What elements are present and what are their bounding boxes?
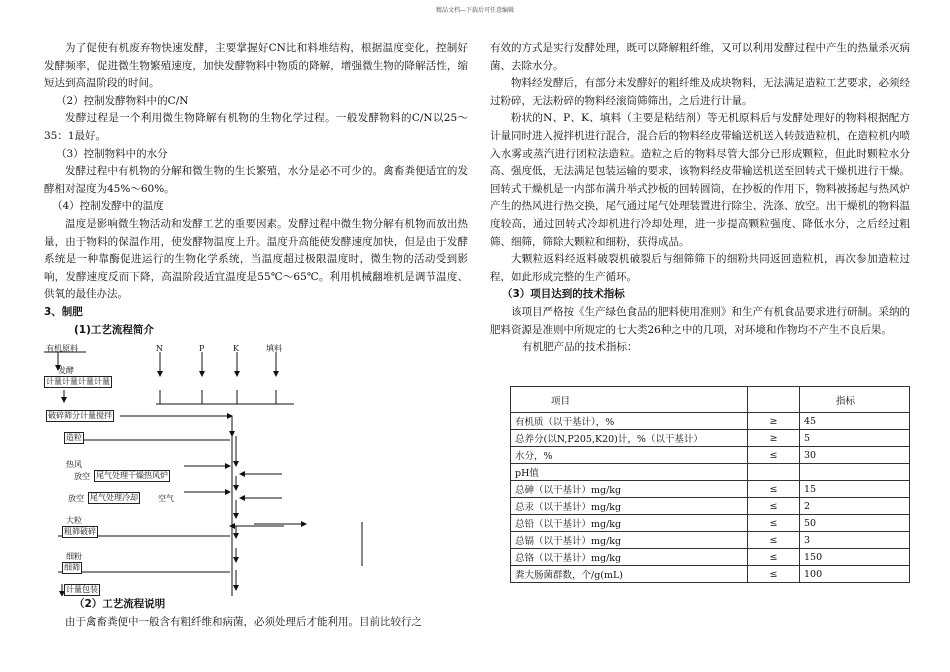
flow-filler-label: 填料 — [266, 344, 282, 353]
paragraph: 温度是影响微生物活动和发酵工艺的重要因素。发酵过程中微生物分解有机物而放出热量，由于物料的保温作用，使发酵物温度上升。温度升高能使发酵速度加快，但是由于发酵系统是一种靠酶促进运行的生物化学系统，当温度超过极限温度时，微生物的活动受到影响，发酵速度反而下降，高温阶段适宜温度是55℃～65℃。利用机械翻堆机是调节温度、供氧的最佳办法。 — [44, 217, 468, 301]
item-cell: 总铬（以干基计）mg/kg — [511, 549, 748, 566]
value-cell: 15 — [800, 481, 910, 498]
flow-vent-label: 放空 — [74, 472, 90, 481]
item-cell: 总铅（以干基计）mg/kg — [511, 515, 748, 532]
table-row — [511, 532, 910, 549]
flow-big-label: 大粒 — [66, 516, 82, 525]
header-cell — [748, 387, 800, 413]
paragraph: 粉状的N、P、K、填料（主要是粘结剂）等无机原料后与发酵处理好的物料根据配方计量同时进入搅拌机进行混合，混合后的物料经皮带输送机送入转鼓造粒机，在造粒机内喷入水雾或蒸汽进行团粒法造粒。造粒之后的物料尽管大部分已形成颗粒，但此时颗粒水分高、强度低，无法满足包装运输的要求，该物料经皮带输送机送至回转式干燥机进行干燥。回转式干燥机是一内部布满升举式抄板的回转圆筒，在抄板的作用下，物料被扬起与热风炉产生的热风进行热交换，尾气通过尾气处理装置进行除尘、洗涤、放空。出干燥机的物料温度较高，通过回转式冷却机进行冷却处理，进一步提高颗粒强度、降低水分，之后经过粗筛、细筛，筛除大颗粒和细粉，获得成品。 — [490, 112, 910, 248]
page-header: 精品文档---下载后可任意编辑 — [435, 7, 515, 14]
value-cell: 50 — [800, 515, 910, 532]
value-cell: 45 — [800, 413, 910, 430]
comparator-cell: ≤ — [748, 481, 800, 498]
flow-hotair-label: 热风 — [66, 460, 82, 469]
subsection-heading: （2）控制发酵物料中的C/N — [56, 94, 189, 107]
comparator-cell — [748, 464, 800, 481]
table-row — [511, 430, 910, 447]
value-cell — [800, 464, 910, 481]
value-cell: 2 — [800, 498, 910, 515]
comparator-cell: ≤ — [748, 447, 800, 464]
flow-fine-label: 细粉 — [66, 552, 82, 561]
flow-n-label: N — [156, 344, 163, 353]
comparator-cell: ≤ — [748, 498, 800, 515]
flow-finesieve-box: 细筛 — [64, 563, 80, 572]
header-cell: 指标 — [800, 387, 910, 413]
flow-ferment-label: 发酵 — [58, 366, 74, 375]
table-row — [511, 464, 910, 481]
table-caption: 有机肥产品的技术指标： — [522, 341, 638, 354]
flowchart-connectors — [44, 326, 468, 596]
flow-crush-box: 破碎筛分计量搅拌 — [48, 411, 112, 420]
flow-vent-label: 放空 — [68, 494, 84, 503]
value-cell: 3 — [800, 532, 910, 549]
paragraph: 发酵过程中有机物的分解和微生物的生长繁殖，水分是必不可少的。禽畜粪便适宜的发酵相对湿度为45%～60%。 — [44, 165, 468, 195]
left-column — [44, 40, 468, 339]
item-cell: 粪大肠菌群数，个/g(mL) — [511, 566, 748, 583]
header-cell: 项目 — [511, 387, 748, 413]
flow-cool-box: 尾气处理冷却 — [90, 493, 138, 502]
value-cell: 5 — [800, 430, 910, 447]
value-cell: 100 — [800, 566, 910, 583]
item-cell: pH值 — [511, 464, 748, 481]
paragraph: 该项目严格按《生产绿色食品的肥料使用准则》和生产有机食品要求进行研制。采纳的肥料资源是准则中所规定的七大类26种之中的几项，对环境和作物均不产生不良后果。 — [490, 305, 910, 336]
item-cell: 总汞（以干基计）mg/kg — [511, 498, 748, 515]
item-cell: 总养分(以N,P205,K20)计，%（以干基计） — [511, 430, 748, 447]
item-cell: 总镉（以干基计）mg/kg — [511, 532, 748, 549]
flow-granulate-box: 造粒 — [66, 433, 82, 442]
flow-coarse-box: 粗筛破碎 — [64, 527, 96, 536]
table-header-row — [511, 387, 910, 413]
table-row — [511, 447, 910, 464]
comparator-cell: ≥ — [748, 430, 800, 447]
table-row — [511, 481, 910, 498]
comparator-cell: ≤ — [748, 566, 800, 583]
comparator-cell: ≤ — [748, 515, 800, 532]
subsection-heading: （4）控制发酵中的温度 — [52, 200, 164, 213]
technical-indicators-table — [510, 386, 910, 583]
section-heading: 3、制肥 — [44, 305, 83, 318]
process-flowchart — [44, 326, 468, 596]
flow-pack-box: 计量包装 — [66, 585, 98, 594]
right-column — [490, 40, 910, 357]
table-row — [511, 515, 910, 532]
item-cell: 有机质（以干基计），% — [511, 413, 748, 430]
flow-air-label: 空气 — [158, 494, 174, 503]
value-cell: 30 — [800, 447, 910, 464]
paragraph: 发酵过程是一个利用微生物降解有机物的生物化学过程。一般发酵物料的C/N以25～35：1最好。 — [44, 112, 468, 142]
flow-measure-box: 计量计量计量计量 — [46, 377, 110, 386]
paragraph: 大颗粒返料经返料破裂机破裂后与细筛筛下的细粉共同返回造粒机，再次参加造粒过程，如此形成完整的生产循环。 — [490, 253, 910, 283]
table-row — [511, 413, 910, 430]
comparator-cell: ≤ — [748, 532, 800, 549]
paragraph: 为了促使有机废弃物快速发酵，主要掌握好CN比和料堆结构，根据温度变化，控制好发酵频率，促进微生物繁殖速度，加快发酵物料中物质的降解，增强微生物的降解活性，缩短达到高温阶段的时间。 — [44, 42, 468, 90]
comparator-cell: ≥ — [748, 413, 800, 430]
flow-k-label: K — [233, 344, 239, 353]
flow-organic-label: 有机原料 — [46, 344, 78, 353]
paragraph: 物料经发酵后，有部分未发酵好的粗纤维及成块物料，无法满足造粒工艺要求，必须经过粉碎，无法粉碎的物料经滚筒筛筛出，之后进行计量。 — [490, 77, 910, 107]
paragraph: 由于禽畜粪便中一般含有粗纤维和病菌，必须处理后才能利用。目前比较行之 — [65, 615, 422, 628]
flow-dry-box: 尾气处理干燥热风炉 — [96, 471, 168, 480]
table-row — [511, 498, 910, 515]
section-heading: （3）项目达到的技术指标 — [502, 288, 625, 301]
comparator-cell: ≤ — [748, 549, 800, 566]
subsection-heading: （3）控制物料中的水分 — [56, 147, 168, 160]
paragraph: 有效的方式是实行发酵处理，既可以降解粗纤维，又可以利用发酵过程中产生的热量杀灭病菌、去除水分。 — [490, 42, 910, 72]
item-cell: 总砷（以干基计）mg/kg — [511, 481, 748, 498]
left-bottom-text — [44, 596, 468, 631]
flow-p-label: P — [199, 344, 205, 353]
subsection-heading: （2）工艺流程说明 — [74, 598, 166, 610]
table-row — [511, 549, 910, 566]
subsection-heading: (1)工艺流程简介 — [74, 323, 154, 336]
value-cell: 150 — [800, 549, 910, 566]
item-cell: 水分，% — [511, 447, 748, 464]
table-row — [511, 566, 910, 583]
